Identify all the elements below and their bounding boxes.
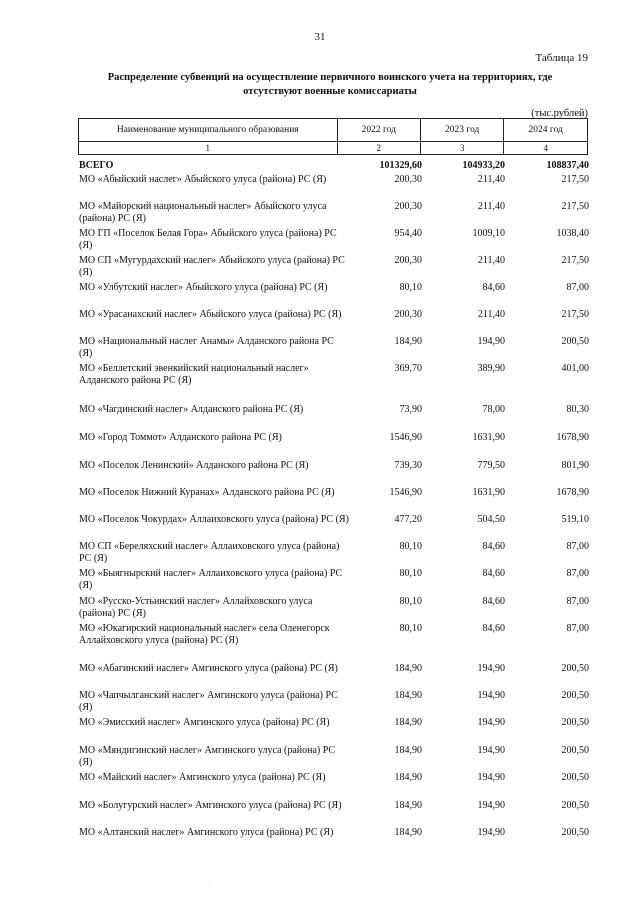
row-value-2024: 200,50: [561, 663, 589, 674]
row-value-2024: 80,30: [566, 404, 589, 415]
row-value-2022: 184,90: [394, 745, 422, 756]
header-year-2024: 2024 год: [504, 119, 588, 142]
row-value-2022: 477,20: [394, 514, 422, 525]
row-value-2023: 194,90: [477, 745, 505, 756]
total-2022: 101329,60: [379, 160, 422, 171]
row-value-2022: 184,90: [394, 717, 422, 728]
row-value-2022: 200,30: [394, 255, 422, 266]
row-name: МО «Абагинский наслег» Амгинского улуса (района) РС (Я): [79, 663, 338, 674]
scan-speck: ·: [208, 880, 210, 886]
row-name: МО «Майский наслег» Амгинского улуса (района) РС (Я): [79, 772, 326, 783]
row-name: МО «Эмисский наслег» Амгинского улуса (района) РС (Я): [79, 717, 330, 728]
row-name: МО «Поселок Чокурдах» Аллаиховского улуса (района) РС (Я): [79, 514, 349, 525]
row-value-2022: 184,90: [394, 690, 422, 701]
row-value-2024: 200,50: [561, 827, 589, 838]
row-value-2022: 80,10: [399, 568, 422, 579]
row-value-2024: 200,50: [561, 336, 589, 347]
table-header: [78, 118, 588, 155]
header-number-3: 3: [420, 142, 503, 155]
row-name: МО ГП «Поселок Белая Гора» Абыйского улуса (района) РС (Я): [79, 228, 337, 251]
row-value-2023: 194,90: [477, 663, 505, 674]
row-value-2024: 217,50: [561, 255, 589, 266]
row-name: МО «Абыйский наслег» Абыйского улуса (района) РС (Я): [79, 174, 327, 185]
row-name: МО СП «Мугурдахский наслег» Абыйского улуса (района) РС (Я): [79, 255, 345, 278]
row-value-2024: 519,10: [561, 514, 589, 525]
row-value-2023: 1009,10: [472, 228, 505, 239]
row-value-2023: 389,90: [477, 363, 505, 374]
row-value-2023: 504,50: [477, 514, 505, 525]
row-value-2022: 80,10: [399, 541, 422, 552]
row-value-2022: 1546,90: [389, 432, 422, 443]
row-value-2023: 194,90: [477, 336, 505, 347]
row-name: МО «Быягнырский наслег» Аллаиховского улуса (района) РС (Я): [79, 568, 343, 591]
row-name: МО «Мяндигинский наслег» Амгинского улуса (района) РС (Я): [79, 745, 336, 768]
row-value-2023: 211,40: [477, 174, 505, 185]
page-number: 31: [314, 31, 326, 43]
header-year-2022: 2022 год: [337, 119, 420, 142]
row-name: МО «Болугурский наслег» Амгинского улуса (района) РС (Я): [79, 800, 342, 811]
row-value-2022: 369,70: [394, 363, 422, 374]
row-name: МО «Поселок Нижний Куранах» Алданского района РС (Я): [79, 487, 335, 498]
row-value-2023: 84,60: [482, 596, 505, 607]
row-value-2022: 1546,90: [389, 487, 422, 498]
row-value-2022: 184,90: [394, 800, 422, 811]
row-value-2024: 87,00: [566, 596, 589, 607]
row-value-2022: 184,90: [394, 772, 422, 783]
row-value-2024: 401,00: [561, 363, 589, 374]
row-value-2024: 1678,90: [556, 432, 589, 443]
row-value-2023: 194,90: [477, 800, 505, 811]
row-name: МО «Поселок Ленинский» Алданского района РС (Я): [79, 460, 309, 471]
row-value-2022: 200,30: [394, 309, 422, 320]
row-value-2022: 184,90: [394, 663, 422, 674]
row-value-2024: 200,50: [561, 745, 589, 756]
row-value-2023: 1631,90: [472, 487, 505, 498]
row-name: МО «Майорский национальный наслег» Абыйского улуса (района) РС (Я): [79, 201, 327, 224]
row-value-2022: 200,30: [394, 174, 422, 185]
row-value-2022: 184,90: [394, 827, 422, 838]
row-value-2022: 184,90: [394, 336, 422, 347]
row-name: МО «Улбутский наслег» Абыйского улуса (района) РС (Я): [79, 282, 328, 293]
row-name: МО «Алтанский наслег» Амгинского улуса (района) РС (Я): [79, 827, 334, 838]
row-value-2022: 73,90: [399, 404, 422, 415]
row-value-2024: 200,50: [561, 772, 589, 783]
row-value-2023: 211,40: [477, 201, 505, 212]
total-label: ВСЕГО: [79, 160, 114, 171]
row-name: МО «Беллетский эвенкийский национальный наслег» Алданского района РС (Я): [79, 363, 309, 386]
row-value-2023: 779,50: [477, 460, 505, 471]
row-value-2024: 87,00: [566, 282, 589, 293]
row-value-2022: 80,10: [399, 596, 422, 607]
row-value-2024: 200,50: [561, 690, 589, 701]
row-name: МО «Русско-Устьинский наслег» Аллайховского улуса (района) РС (Я): [79, 596, 313, 619]
row-value-2023: 78,00: [482, 404, 505, 415]
row-value-2022: 80,10: [399, 623, 422, 634]
row-value-2024: 217,50: [561, 174, 589, 185]
row-name: МО «Юкагирский национальный наслег» села Оленегорск Аллайховского улуса (района) РС (Я): [79, 623, 330, 646]
header-year-2023: 2023 год: [420, 119, 503, 142]
total-2024: 108837,40: [546, 160, 589, 171]
row-value-2023: 194,90: [477, 827, 505, 838]
row-value-2022: 80,10: [399, 282, 422, 293]
row-value-2023: 194,90: [477, 690, 505, 701]
total-2023: 104933,20: [462, 160, 505, 171]
row-value-2023: 1631,90: [472, 432, 505, 443]
units-label: (тыс.рублей): [531, 108, 588, 119]
row-value-2024: 217,50: [561, 201, 589, 212]
row-value-2023: 211,40: [477, 309, 505, 320]
header-number-1: 1: [79, 142, 338, 155]
row-value-2022: 200,30: [394, 201, 422, 212]
header-name-column: Наименование муниципального образования: [79, 119, 338, 142]
row-value-2024: 200,50: [561, 800, 589, 811]
row-value-2023: 84,60: [482, 568, 505, 579]
row-value-2024: 801,90: [561, 460, 589, 471]
row-value-2024: 1038,40: [556, 228, 589, 239]
row-value-2022: 954,40: [394, 228, 422, 239]
row-name: МО «Чагдинский наслег» Алданского района РС (Я): [79, 404, 304, 415]
row-value-2023: 194,90: [477, 772, 505, 783]
row-value-2024: 217,50: [561, 309, 589, 320]
row-name: МО «Чапчылганский наслег» Амгинского улуса (района) РС (Я): [79, 690, 338, 713]
row-name: МО «Национальный наслег Анамы» Алданского района РС (Я): [79, 336, 334, 359]
row-value-2023: 194,90: [477, 717, 505, 728]
row-value-2023: 84,60: [482, 541, 505, 552]
row-value-2022: 739,30: [394, 460, 422, 471]
row-value-2023: 84,60: [482, 623, 505, 634]
row-value-2024: 1678,90: [556, 487, 589, 498]
row-name: МО «Город Томмот» Алданского района РС (Я): [79, 432, 282, 443]
document-title: Распределение субвенций на осуществление первичного воинского учета на территориях, где отсутствуют военные комиссариаты: [107, 72, 553, 97]
header-number-2: 2: [337, 142, 420, 155]
row-name: МО СП «Береляхский наслег» Аллаиховского улуса (района) РС (Я): [79, 541, 340, 564]
row-name: МО «Урасанахский наслег» Абыйского улуса (района) РС (Я): [79, 309, 342, 320]
table-label: Таблица 19: [535, 52, 588, 64]
row-value-2023: 84,60: [482, 282, 505, 293]
header-number-4: 4: [504, 142, 588, 155]
row-value-2023: 211,40: [477, 255, 505, 266]
row-value-2024: 87,00: [566, 568, 589, 579]
row-value-2024: 87,00: [566, 623, 589, 634]
row-value-2024: 87,00: [566, 541, 589, 552]
row-value-2024: 200,50: [561, 717, 589, 728]
